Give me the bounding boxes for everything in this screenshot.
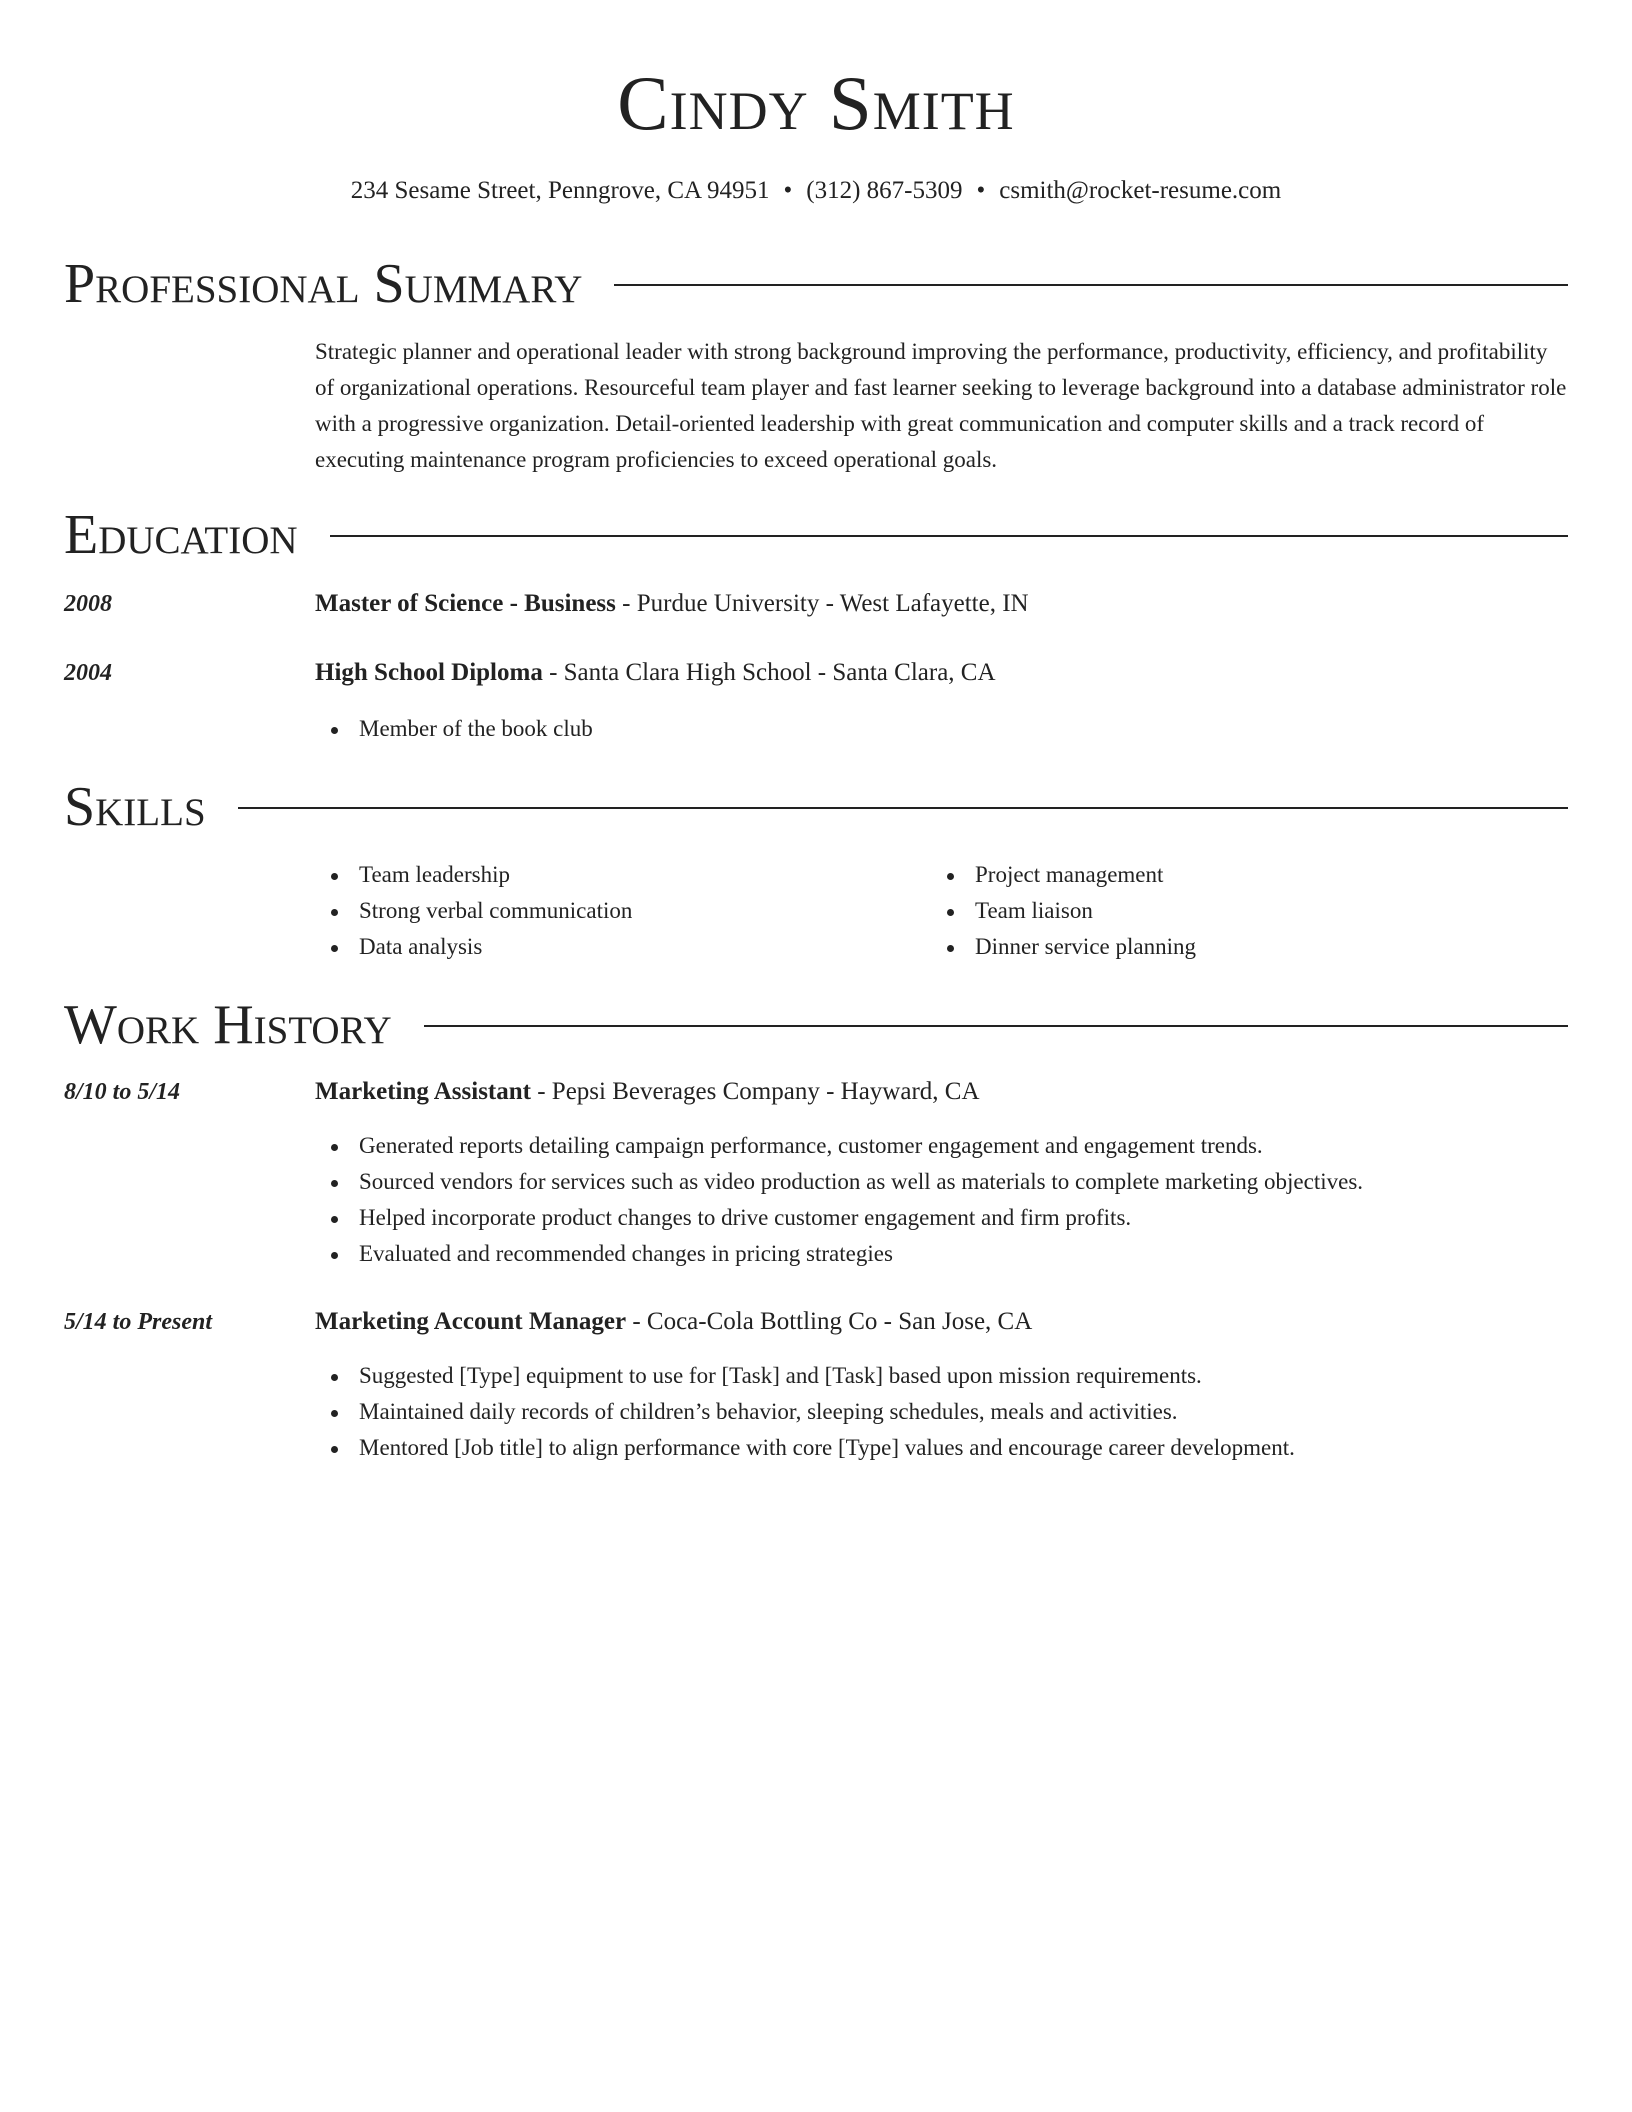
list-item: Member of the book club — [315, 711, 593, 747]
section-header-summary — [64, 254, 1568, 314]
separator-dot: • — [783, 177, 793, 204]
degree-title: Master of Science - Business — [315, 590, 616, 617]
list-item: Generated reports detailing campaign performance, customer engagement and engagement trends. — [315, 1128, 1363, 1164]
entry-heading — [315, 1305, 1032, 1339]
entry-date: 8/10 to 5/14 — [64, 1079, 181, 1105]
job-title: Marketing Account Manager — [315, 1308, 627, 1335]
entry-detail: - Santa Clara High School - Santa Clara, CA — [542, 659, 996, 686]
section-divider — [238, 807, 1568, 809]
list-item: Evaluated and recommended changes in pricing strategies — [315, 1236, 1363, 1272]
skill-item: Strong verbal communication — [315, 893, 632, 929]
entry-heading — [315, 656, 996, 690]
entry-detail: - Coca-Cola Bottling Co - San Jose, CA — [626, 1308, 1033, 1335]
entry-bullet-list — [315, 1358, 1295, 1466]
section-title: Work History — [64, 994, 392, 1056]
skill-item: Dinner service planning — [931, 929, 1196, 965]
section-header-education — [64, 505, 1568, 565]
entry-date: 5/14 to Present — [64, 1309, 212, 1335]
degree-title: High School Diploma — [315, 659, 543, 686]
entry-heading — [315, 1075, 980, 1109]
entry-bullet-list — [315, 711, 593, 747]
separator-dot: • — [976, 177, 986, 204]
skills-list-left — [315, 857, 632, 965]
section-divider — [330, 535, 1568, 537]
phone: (312) 867-5309 — [806, 177, 963, 204]
candidate-name: Cindy Smith — [617, 60, 1015, 146]
section-header-skills — [64, 777, 1568, 837]
email: csmith@rocket-resume.com — [999, 177, 1282, 204]
address: 234 Sesame Street, Penngrove, CA 94951 — [350, 177, 770, 204]
skills-list-right — [931, 857, 1196, 965]
contact-line — [64, 174, 1568, 208]
entry-date: 2004 — [64, 660, 112, 686]
section-divider — [424, 1025, 1568, 1027]
section-title: Education — [64, 504, 298, 566]
skill-item: Project management — [931, 857, 1196, 893]
list-item: Maintained daily records of children’s behavior, sleeping schedules, meals and activities. — [315, 1394, 1295, 1430]
section-title: Skills — [64, 776, 206, 838]
section-title: Professional Summary — [64, 253, 583, 315]
summary-text: Strategic planner and operational leader with strong background improving the performance, productivity, efficiency, and profitability of organizational operations. Resourceful team player and fast learner seeking to leverage background into a database administrator role with a progressive organization. Detail-oriented leadership with great communication and computer skills and a track record of executing maintenance program proficiencies to exceed operational goals. — [315, 339, 1567, 472]
entry-detail: - Purdue University - West Lafayette, IN — [615, 590, 1029, 617]
skill-item: Team liaison — [931, 893, 1196, 929]
list-item: Sourced vendors for services such as video production as well as materials to complete marketing objectives. — [315, 1164, 1363, 1200]
skill-item: Team leadership — [315, 857, 632, 893]
entry-heading — [315, 587, 1029, 621]
entry-detail: - Pepsi Beverages Company - Hayward, CA — [530, 1078, 980, 1105]
list-item: Suggested [Type] equipment to use for [Task] and [Task] based upon mission requirements. — [315, 1358, 1295, 1394]
entry-date: 2008 — [64, 591, 112, 617]
entry-bullet-list — [315, 1128, 1363, 1272]
job-title: Marketing Assistant — [315, 1078, 531, 1105]
section-header-work-history — [64, 995, 1568, 1055]
list-item: Mentored [Job title] to align performance with core [Type] values and encourage career development. — [315, 1430, 1295, 1466]
list-item: Helped incorporate product changes to drive customer engagement and firm profits. — [315, 1200, 1363, 1236]
section-divider — [614, 284, 1568, 286]
skill-item: Data analysis — [315, 929, 632, 965]
